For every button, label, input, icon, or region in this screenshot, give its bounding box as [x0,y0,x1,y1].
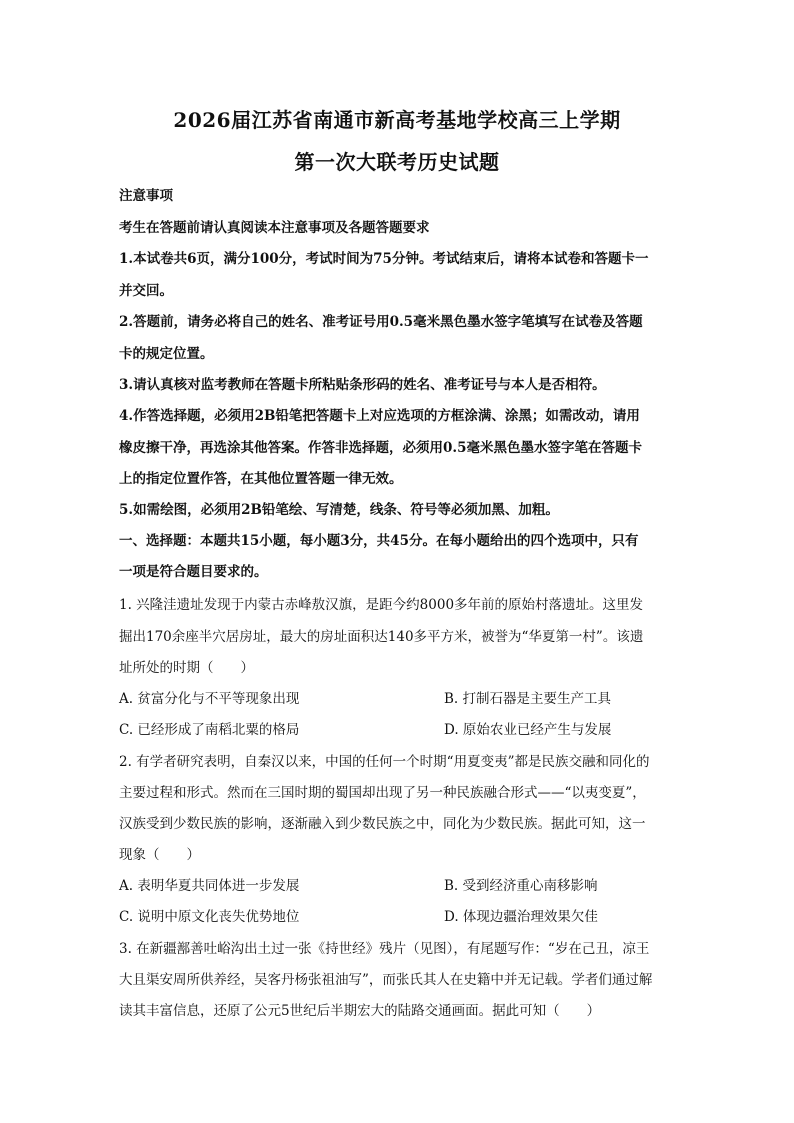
notice-line: 2.答题前，请务必将自己的姓名、准考证号用0.5毫米黑色墨水签字笔填写在试卷及答题 [119,314,643,330]
question-text: 1. 兴隆洼遗址发现于内蒙古赤峰敖汉旗，是距今约8000多年前的原始村落遗址。这里发 [119,597,644,613]
option-b: B. 受到经济重心南移影响 [444,878,598,894]
question-text: 3. 在新疆鄯善吐峪沟出土过一张《持世经》残片（见图），有尾题写作：“岁在己丑，凉王 [119,941,650,957]
question-text: 大且渠安周所供养经，吴客丹杨张祖油写”，而张氏其人在史籍中并无记载。学者们通过解 [119,972,653,988]
option-a: A. 表明华夏共同体进一步发展 [119,878,300,894]
option-d: D. 原始农业已经产生与发展 [444,722,612,738]
notice-intro: 考生在答题前请认真阅读本注意事项及各题答题要求 [119,220,430,236]
notice-line: 1.本试卷共6页，满分100分，考试时间为75分钟。考试结束后，请将本试卷和答题卡一 [119,251,649,267]
question-text: 读其丰富信息，还原了公元5世纪后半期宏大的陆路交通画面。据此可知（ ） [119,1003,601,1019]
notice-line: 并交回。 [119,283,173,299]
exam-title-line2: 第一次大联考历史试题 [294,150,500,174]
exam-title-line1: 2026届江苏省南通市新高考基地学校高三上学期 [173,108,621,132]
option-c: C. 已经形成了南稻北粟的格局 [119,722,300,738]
notice-line: 3.请认真核对监考教师在答题卡所粘贴条形码的姓名、准考证号与本人是否相符。 [119,377,606,393]
option-a: A. 贫富分化与不平等现象出现 [119,691,300,707]
question-text: 掘出170余座半穴居房址，最大的房址面积达140多平方米，被誉为“华夏第一村”。该遗 [119,629,644,645]
section-heading: 一项是符合题目要求的。 [119,564,268,580]
question-text: 汉族受到少数民族的影响，逐渐融入到少数民族之中，同化为少数民族。据此可知，这一 [119,816,646,832]
notice-heading: 注意事项 [119,188,173,204]
option-b: B. 打制石器是主要生产工具 [444,691,612,707]
option-d: D. 体现边疆治理效果欠佳 [444,909,598,925]
notice-line: 5.如需绘图，必须用2B铅笔绘、写清楚，线条、符号等必须加黑、加粗。 [119,502,559,518]
notice-line: 橡皮擦干净，再选涂其他答案。作答非选择题，必须用0.5毫米黑色墨水签字笔在答题卡 [119,440,642,456]
notice-line: 卡的规定位置。 [119,346,214,362]
section-heading: 一、选择题：本题共15小题，每小题3分，共45分。在每小题给出的四个选项中，只有 [119,533,639,549]
question-text: 现象（ ） [119,847,200,863]
question-text: 主要过程和形式。然而在三国时期的蜀国却出现了另一种民族融合形式——“以夷变夏”， [119,785,646,801]
question-text: 2. 有学者研究表明，自秦汉以来，中国的任何一个时期“用夏变夷”都是民族交融和同化的 [119,754,650,770]
question-text: 址所处的时期（ ） [119,660,254,676]
notice-line: 4.作答选择题，必须用2B铅笔把答题卡上对应选项的方框涂满、涂黑；如需改动，请用 [119,408,640,424]
notice-line: 上的指定位置作答，在其他位置答题一律无效。 [119,471,403,487]
option-c: C. 说明中原文化丧失优势地位 [119,909,300,925]
